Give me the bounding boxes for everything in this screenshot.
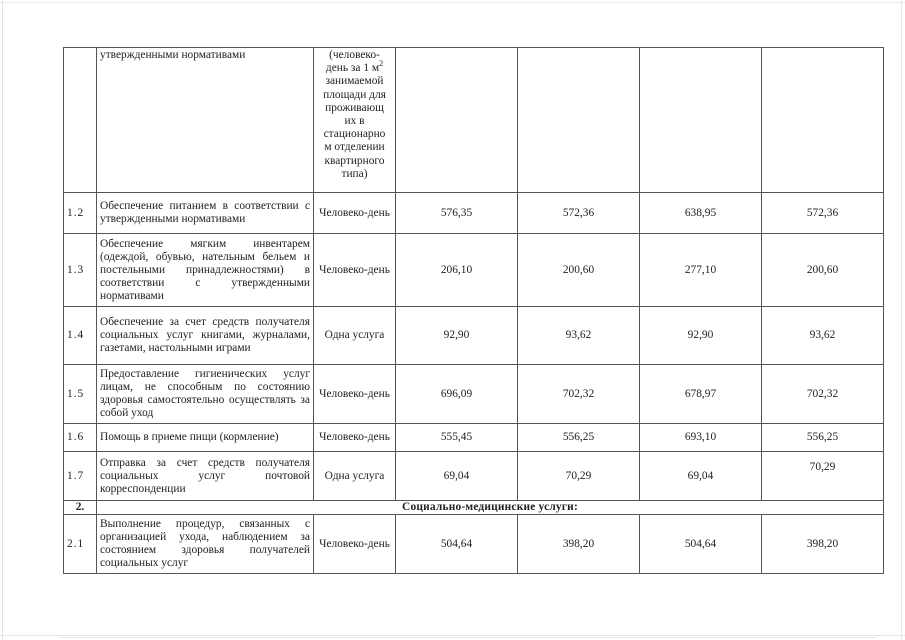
unit-of-measure: Человеко-день (314, 234, 396, 307)
service-name: Выполнение процедур, связанных с организацией ухода, наблюдением за состоянием здоровья получателей социальных услуг (97, 515, 314, 574)
row-number: 1.4 (64, 307, 97, 365)
section-number: 2. (64, 501, 97, 515)
tariff-value: 398,20 (762, 515, 884, 574)
table-row (64, 234, 884, 307)
row-number: 1.6 (64, 424, 97, 452)
table-row (64, 452, 884, 501)
table-row (64, 48, 884, 193)
tariff-value: 93,62 (762, 307, 884, 365)
tariff-value: 638,95 (640, 193, 762, 234)
unit-of-measure: Человеко-день (314, 365, 396, 424)
tariff-value: 504,64 (396, 515, 518, 574)
table-row (64, 365, 884, 424)
service-name: утвержденными нормативами (97, 48, 314, 193)
tariff-value: 696,09 (396, 365, 518, 424)
unit-of-measure: Человеко-день (314, 424, 396, 452)
tariff-value: 93,62 (518, 307, 640, 365)
tariff-value: 556,25 (518, 424, 640, 452)
tariff-table (63, 47, 884, 574)
unit-of-measure: Одна услуга (314, 452, 396, 501)
tariff-value: 693,10 (640, 424, 762, 452)
unit-of-measure: Одна услуга (314, 307, 396, 365)
service-name: Предоставление гигиенических услуг лицам, не способным по состоянию здоровья самостоятельно осуществлять за собой уход (97, 365, 314, 424)
tariff-value: 200,60 (518, 234, 640, 307)
page-edge-right (901, 0, 902, 640)
row-number: 2.1 (64, 515, 97, 574)
scan-edge (60, 636, 875, 638)
tariff-value (762, 48, 884, 193)
page-edge-left (2, 0, 3, 640)
tariff-value: 572,36 (762, 193, 884, 234)
service-name: Обеспечение мягким инвентарем (одеждой, обувью, нательным бельем и постельными принадлежностями) в соответствии с утвержденными нормативами (97, 234, 314, 307)
section-row (64, 501, 884, 515)
table-row (64, 193, 884, 234)
tariff-value: 70,29 (762, 452, 884, 501)
tariff-value (396, 48, 518, 193)
service-name: Обеспечение питанием в соответствии с утвержденными нормативами (97, 193, 314, 234)
row-number: 1.3 (64, 234, 97, 307)
tariff-value: 556,25 (762, 424, 884, 452)
row-number: 1.5 (64, 365, 97, 424)
tariff-value: 572,36 (518, 193, 640, 234)
unit-of-measure: Человеко-день (314, 193, 396, 234)
tariff-value: 69,04 (396, 452, 518, 501)
tariff-value: 398,20 (518, 515, 640, 574)
unit-of-measure: (человеко- день за 1 $м^2$ занимаемой площади для проживающ их в стационарно м отделении квартирного типа) (314, 48, 396, 193)
row-number: 1.2 (64, 193, 97, 234)
service-name: Обеспечение за счет средств получателя социальных услуг книгами, журналами, газетами, настольными играми (97, 307, 314, 365)
tariff-value: 69,04 (640, 452, 762, 501)
tariff-value: 200,60 (762, 234, 884, 307)
table-row (64, 307, 884, 365)
service-name: Помощь в приеме пищи (кормление) (97, 424, 314, 452)
row-number (64, 48, 97, 193)
tariff-value: 555,45 (396, 424, 518, 452)
tariff-value: 70,29 (518, 452, 640, 501)
tariff-value: 702,32 (518, 365, 640, 424)
tariff-value (518, 48, 640, 193)
table-row (64, 424, 884, 452)
page-edge-top (0, 2, 905, 3)
tariff-value (640, 48, 762, 193)
service-name: Отправка за счет средств получателя социальных услуг почтовой корреспонденции (97, 452, 314, 501)
tariff-value: 576,35 (396, 193, 518, 234)
tariff-value: 702,32 (762, 365, 884, 424)
unit-of-measure: Человеко-день (314, 515, 396, 574)
table-row (64, 515, 884, 574)
section-title: Социально-медицинские услуги: (97, 501, 884, 515)
tariff-value: 206,10 (396, 234, 518, 307)
tariff-value: 504,64 (640, 515, 762, 574)
tariff-value: 678,97 (640, 365, 762, 424)
tariff-value: 277,10 (640, 234, 762, 307)
row-number: 1.7 (64, 452, 97, 501)
tariff-value: 92,90 (640, 307, 762, 365)
tariff-value: 92,90 (396, 307, 518, 365)
